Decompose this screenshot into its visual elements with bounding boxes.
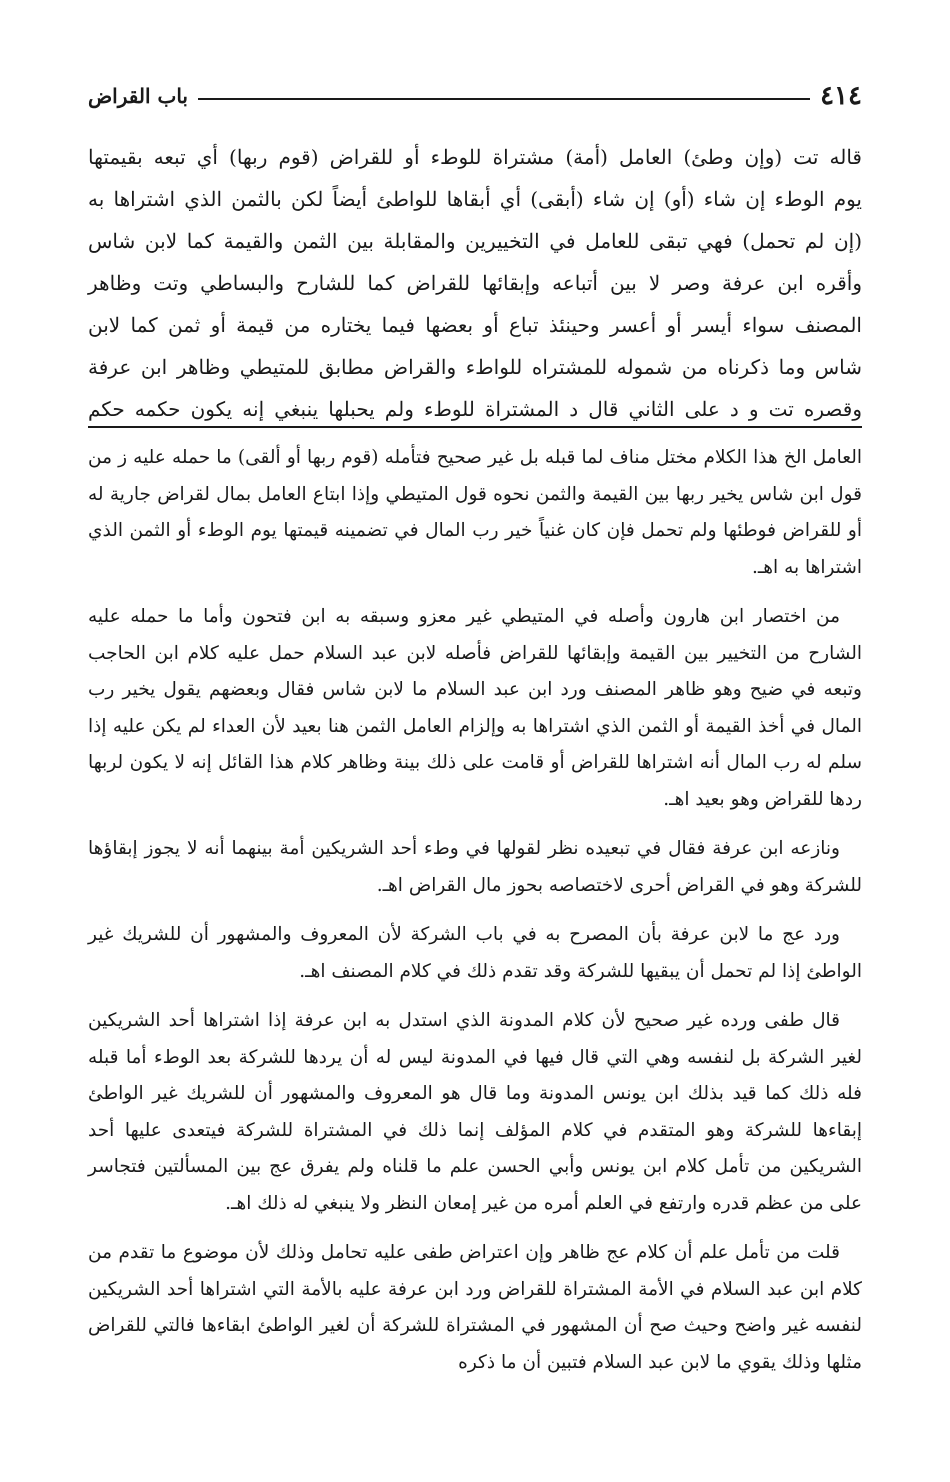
chapter-title: باب القراض xyxy=(88,84,188,108)
footnote-paragraph: قلت من تأمل علم أن كلام عج ظاهر وإن اعتراض طفى عليه تحامل وذلك لأن موضوع ما تقدم من كلام ابن عبد السلام في الأمة المشتراة للقراض ورد ابن عرفة عليه بالأمة التي اشتراها أحد الشريكين لنفسه غير واضح وحيث صح أن المشهور في المشتراة للشركة أن لغير الواطئ ابقاءها فالتي للقراض مثلها وذلك يقوي ما لابن عبد السلام فتبين أن ما ذكره xyxy=(88,1242,862,1373)
main-text-line: المصنف سواء أيسر أو أعسر وحينئذ تباع أو بعضها فيما يختاره من قيمة أو ثمن كما لابن xyxy=(88,313,862,337)
footnote-paragraph: قال طفى ورده غير صحيح لأن كلام المدونة الذي استدل به ابن عرفة إذا اشتراها أحد الشريكين لغير الشركة بل لنفسه وهي التي قال فيها في المدونة ليس له أن يردها للشركة بعد الوطء أما قبله فله ذلك كما قيد بذلك ابن يونس المدونة وما قال هو المعروف والمشهور أن للشريك غير الواطئ إبقاءها للشركة وهو المتقدم في كلام المؤلف إنما ذلك في المشتراة للشركة فيتعدى عليها أحد الشريكين من تأمل كلام ابن يونس وأبي الحسن علم ما قلناه ولم يفرق عج بين المسألتين فتجاسر على من عظم قدره وارتفع في العلم أمره من غير إمعان النظر ولا ينبغي له ذلك اهـ. xyxy=(88,1010,862,1214)
running-head xyxy=(88,78,862,114)
page-number: ٤١٤ xyxy=(820,81,862,111)
footnote-paragraph: من اختصار ابن هارون وأصله في المتيطي غير معزو وسبقه به ابن فتحون وأما ما حمله عليه الشارح من التخيير بين القيمة وإبقائها للقراض فأصله لابن عبد السلام حمل عليه كلام ابن الحاجب وتبعه في ضيح وهو ظاهر المصنف ورد ابن عبد السلام ما لابن شاس فقال وبعضهم يقول يخير رب المال في أخذ القيمة أو الثمن الذي اشتراها به وإلزام العامل الثمن هنا بعيد لأن العداء لم يكن عليه إذا سلم له رب المال أنه اشتراها للقراض أو قامت على ذلك بينة وظاهر كلام هذا القائل إنه لا يكون لربها ردها للقراض وهو بعيد اهـ. xyxy=(88,606,862,810)
main-text xyxy=(88,136,862,430)
footnote-divider xyxy=(88,426,862,428)
main-text-line: وأقره ابن عرفة وصر لا بين أتباعه وإبقائها للقراض كما للشارح والبساطي وتت وظاهر xyxy=(88,271,862,295)
footnote-paragraph: ورد عج ما لابن عرفة بأن المصرح به في باب الشركة لأن المعروف والمشهور أن للشريك غير الواطئ إذا لم تحمل أن يبقيها للشركة وقد تقدم ذلك في كلام المصنف اهـ. xyxy=(88,924,862,982)
main-text-line: (إن لم تحمل) فهي تبقى للعامل في التخييرين والمقابلة بين الثمن والقيمة كما لابن شاس xyxy=(88,229,862,253)
footnote-paragraph: ونازعه ابن عرفة فقال في تبعيده نظر لقولها في وطء أحد الشريكين أمة بينهما أنه لا يجوز إبقاؤها للشركة وهو في القراض أحرى لاختصاصه بحوز مال القراض اهـ. xyxy=(88,838,862,896)
footnote-paragraph: العامل الخ هذا الكلام مختل مناف لما قبله بل غير صحيح فتأمله (قوم ربها أو ألقى) ما حمله عليه ز من قول ابن شاس يخير ربها بين القيمة والثمن نحوه قول المتيطي وإذا ابتاع العامل بمال لقراض جارية له أو للقراض فوطئها ولم تحمل فإن كان غنياً خير رب المال في تضمينه قيمتها يوم الوطء أو الثمن الذي اشتراها به اهـ. xyxy=(88,447,862,578)
main-text-line: شاس وما ذكرناه من شموله للمشتراه للواطء والقراض مطابق للمتيطي وظاهر ابن عرفة xyxy=(88,355,862,379)
main-text-line: قاله تت (وإن وطئ) العامل (أمة) مشتراة للوطء أو للقراض (قوم ربها) أي تبعه بقيمتها xyxy=(88,145,862,169)
main-text-line: وقصره تت و د على الثاني قال د المشتراة للوطء ولم يحبلها ينبغي إنه يكون حكمه حكم xyxy=(88,397,862,421)
header-rule xyxy=(198,98,810,100)
footnotes xyxy=(88,440,862,1394)
main-text-line: يوم الوطء إن شاء (أو) إن شاء (أبقى) أي أبقاها للواطئ أيضاً لكن بالثمن الذي اشتراها به xyxy=(88,187,862,211)
